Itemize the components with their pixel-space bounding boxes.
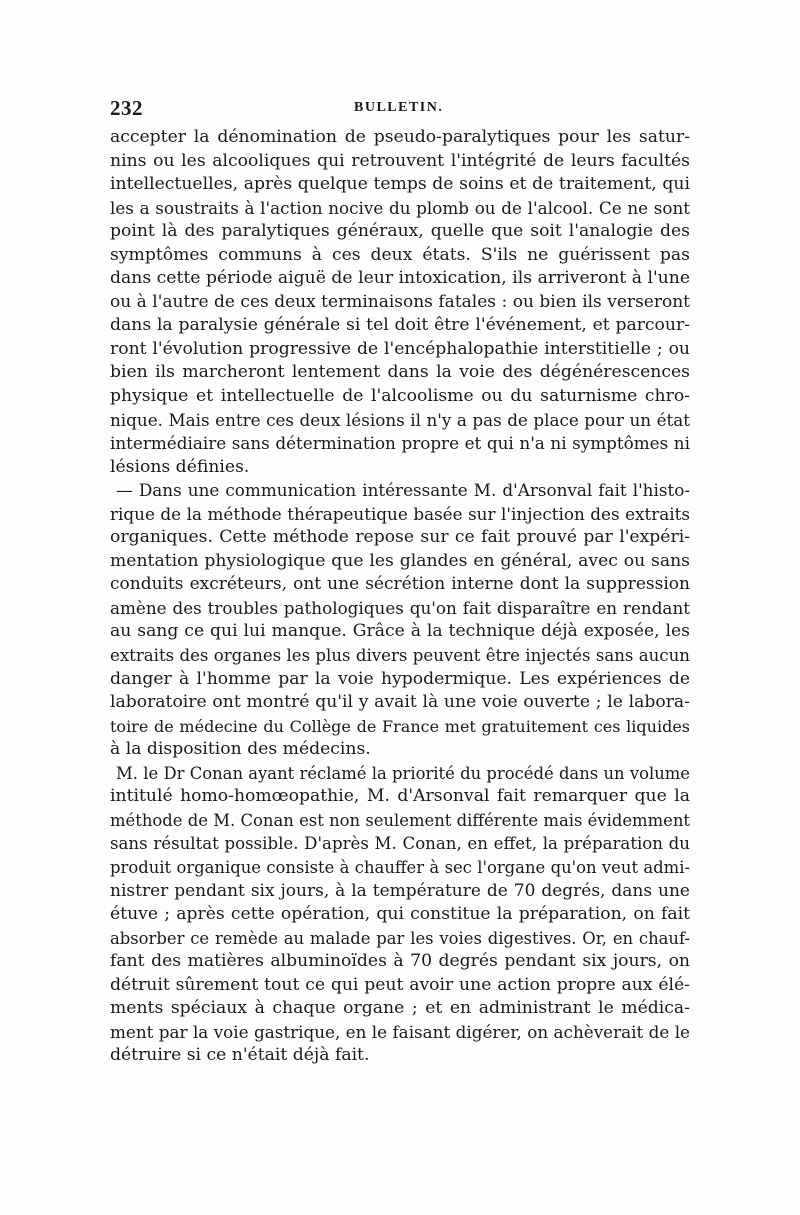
- body-text: [110, 126, 690, 1068]
- text-line: intermédiaire sans détermination propre et qui n'a ni symptômes ni: [110, 433, 690, 454]
- text-line: physique et intellectuelle de l'alcoolisme ou du saturnisme chro-: [110, 386, 690, 407]
- text-line: lésions définies.: [110, 456, 250, 477]
- text-line: produit organique consiste à chauffer à sec l'organe qu'on veut admi-: [110, 857, 690, 877]
- text-line: mentation physiologique que les glandes en général, avec ou sans: [110, 550, 690, 571]
- text-line: détruire si ce n'était déjà fait.: [110, 1045, 370, 1066]
- text-line: extraits des organes les plus divers peuvent être injectés sans aucun: [110, 646, 690, 666]
- text-line: conduits excréteurs, ont une sécrétion interne dont la suppression: [110, 574, 690, 595]
- text-line: laboratoire ont montré qu'il y avait là une voie ouverte ; le labora-: [110, 692, 690, 713]
- text-line: amène des troubles pathologiques qu'on fait disparaître en rendant: [110, 597, 690, 618]
- text-line: point là des paralytiques généraux, quelle que soit l'analogie des: [110, 221, 690, 242]
- text-line: ments spéciaux à chaque organe ; et en administrant le médica-: [110, 998, 690, 1019]
- text-line: ront l'évolution progressive de l'encéphalopathie interstitielle ; ou: [110, 338, 690, 359]
- text-line: sans résultat possible. D'après M. Conan, en effet, la préparation du: [110, 834, 690, 854]
- text-line: dans la paralysie générale si tel doit être l'événement, et parcour-: [110, 315, 690, 336]
- page-number: 232: [110, 96, 143, 120]
- text-line: détruit sûrement tout ce qui peut avoir une action propre aux élé-: [110, 974, 690, 995]
- text-line: intellectuelles, après quelque temps de soins et de traitement, qui: [110, 174, 690, 195]
- text-line: danger à l'homme par la voie hypodermique. Les expériences de: [110, 668, 690, 689]
- text-line: organiques. Cette méthode repose sur ce fait prouvé par l'expéri-: [110, 527, 690, 548]
- text-line: toire de médecine du Collège de France met gratuitement ces liquides: [110, 716, 690, 736]
- text-line: symptômes communs à ces deux états. S'ils ne guérissent pas: [110, 244, 690, 265]
- text-line: à la disposition des médecins.: [110, 739, 371, 760]
- text-line: rique de la méthode thérapeutique basée sur l'injection des extraits: [110, 503, 690, 524]
- page-header: [110, 96, 690, 120]
- text-line: — Dans une communication intéressante M. d'Arsonval fait l'histo-: [116, 480, 690, 501]
- text-line: accepter la dénomination de pseudo-paralytiques pour les satur-: [110, 127, 690, 147]
- text-line: ment par la voie gastrique, en le faisant digérer, on achèverait de le: [110, 1021, 690, 1042]
- text-line: intitulé homo-homœopathie, M. d'Arsonval fait remarquer que la: [110, 786, 690, 807]
- text-line: nique. Mais entre ces deux lésions il n'y a pas de place pour un état: [110, 409, 690, 430]
- text-line: méthode de M. Conan est non seulement différente mais évidemment: [110, 810, 690, 830]
- text-line: M. le Dr Conan ayant réclamé la priorité du procédé dans un volume: [116, 763, 690, 783]
- text-line: bien ils marcheront lentement dans la voie des dégénérescences: [110, 362, 690, 383]
- text-line: fant des matières albuminoïdes à 70 degrés pendant six jours, on: [110, 951, 690, 972]
- text-line: absorber ce remède au malade par les voies digestives. Or, en chauf-: [110, 928, 690, 948]
- running-title: BULLETIN.: [354, 100, 444, 115]
- text-line: les a soustraits à l'action nocive du plomb ou de l'alcool. Ce ne sont: [110, 197, 690, 218]
- text-line: ou à l'autre de ces deux terminaisons fatales : ou bien ils verseront: [110, 291, 690, 312]
- text-line: nins ou les alcooliques qui retrouvent l'intégrité de leurs facultés: [110, 150, 690, 171]
- text-line: étuve ; après cette opération, qui constitue la préparation, on fait: [110, 904, 690, 925]
- text-line: dans cette période aiguë de leur intoxication, ils arriveront à l'une: [110, 268, 690, 289]
- text-line: au sang ce qui lui manque. Grâce à la technique déjà exposée, les: [110, 621, 690, 642]
- text-line: nistrer pendant six jours, à la température de 70 degrés, dans une: [110, 880, 690, 901]
